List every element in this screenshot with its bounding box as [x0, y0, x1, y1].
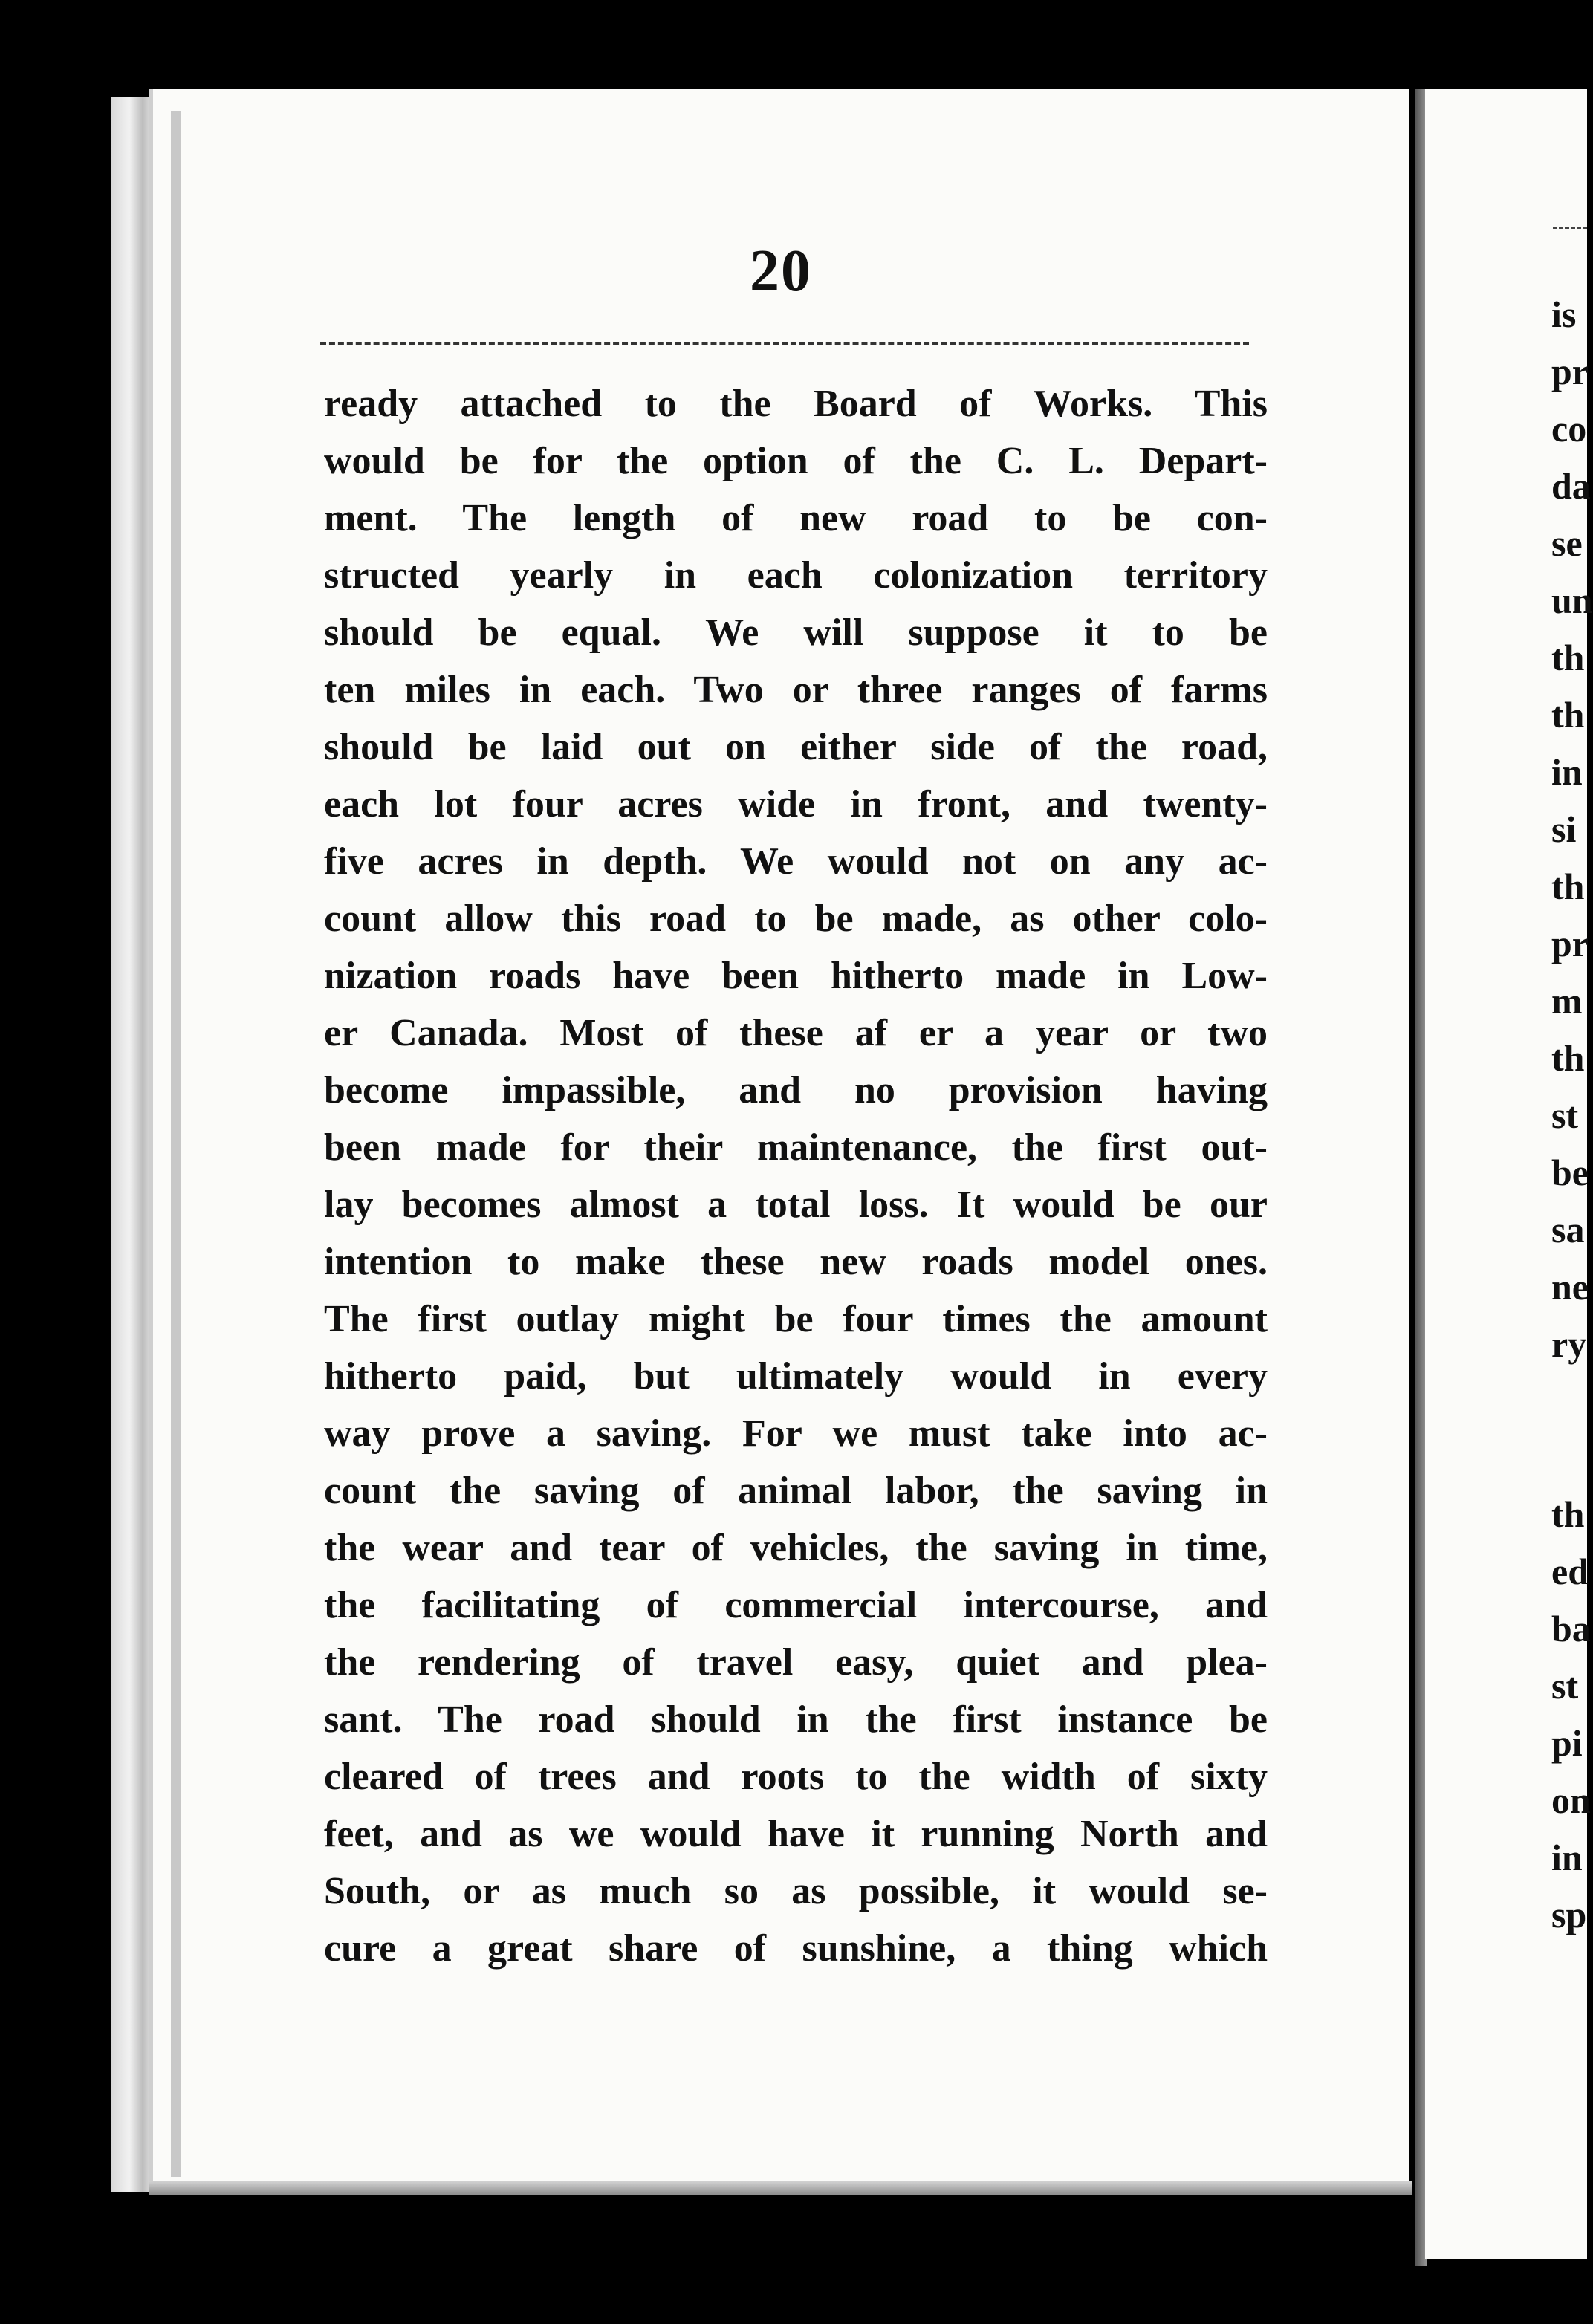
page-body-text [324, 375, 1268, 1977]
text-line: hitherto paid, but ultimately would in every [324, 1355, 1268, 1398]
facing-text-fragment: sa [1551, 1209, 1585, 1250]
text-line: the rendering of travel easy, quiet and plea- [324, 1641, 1268, 1684]
facing-text-fragment: is [1551, 293, 1577, 335]
facing-text-fragment: si [1551, 808, 1577, 850]
text-line: cure a great share of sunshine, a thing which [324, 1927, 1268, 1970]
facing-text-fragment: st [1551, 1094, 1579, 1136]
text-line: ten miles in each. Two or three ranges of farms [324, 669, 1268, 711]
text-line: should be equal. We will suppose it to be [324, 611, 1268, 654]
facing-text-fragment: in [1551, 751, 1583, 793]
facing-text-fragment: un [1551, 580, 1593, 621]
text-line: the wear and tear of vehicles, the saving in time, [324, 1527, 1268, 1569]
paragraph-gap [1551, 1373, 1587, 1486]
text-line: sant. The road should in the first instance be [324, 1698, 1268, 1741]
facing-text-fragment: on [1551, 1779, 1591, 1821]
text-line: the facilitating of commercial intercourse, and [324, 1584, 1268, 1626]
header-rule [320, 342, 1249, 345]
facing-text-fragment: se [1551, 522, 1583, 564]
text-line: cleared of trees and roots to the width of sixty [324, 1756, 1268, 1798]
text-line: intention to make these new roads model ones. [324, 1241, 1268, 1283]
page-number: 20 [750, 238, 812, 304]
facing-text-fragment: ne [1551, 1266, 1589, 1308]
text-line: structed yearly in each colonization territory [324, 554, 1268, 597]
facing-text-fragment: pi [1551, 1722, 1583, 1764]
facing-text-fragment: sp [1551, 1894, 1587, 1935]
facing-page-text [1551, 286, 1593, 1944]
facing-text-fragment: ba [1551, 1608, 1591, 1649]
text-line: been made for their maintenance, the first out- [324, 1126, 1268, 1169]
text-line: ready attached to the Board of Works. This [324, 383, 1268, 425]
text-line: ment. The length of new road to be con- [324, 497, 1268, 539]
text-line: er Canada. Most of these af er a year or two [324, 1012, 1268, 1054]
facing-text-fragment: co [1551, 408, 1587, 449]
text-line: way prove a saving. For we must take into ac- [324, 1412, 1268, 1455]
facing-text-fragment: th [1551, 866, 1585, 907]
text-line: count the saving of animal labor, the saving in [324, 1470, 1268, 1512]
text-line: lay becomes almost a total loss. It would be our [324, 1184, 1268, 1226]
facing-page-rule [1553, 227, 1587, 229]
text-line: nization roads have been hitherto made in Low- [324, 955, 1268, 997]
facing-text-fragment: st [1551, 1665, 1579, 1707]
page-bottom-edge [149, 2181, 1412, 2195]
text-line: should be laid out on either side of the road, [324, 726, 1268, 768]
text-line: feet, and as we would have it running North and [324, 1813, 1268, 1855]
text-line: five acres in depth. We would not on any ac- [324, 840, 1268, 883]
facing-text-fragment: in [1551, 1837, 1583, 1878]
text-line: South, or as much so as possible, it would se- [324, 1870, 1268, 1912]
text-line: would be for the option of the C. L. Depart- [324, 440, 1268, 482]
facing-text-fragment: ry [1551, 1323, 1587, 1365]
facing-text-fragment: ed [1551, 1551, 1589, 1592]
text-line: each lot four acres wide in front, and twenty- [324, 783, 1268, 825]
facing-text-fragment: pr [1551, 923, 1589, 964]
text-line: count allow this road to be made, as other colo- [324, 898, 1268, 940]
facing-text-fragment: pr [1551, 351, 1589, 392]
book-page [149, 89, 1409, 2192]
facing-text-fragment: th [1551, 1037, 1585, 1079]
facing-text-fragment: m [1551, 980, 1583, 1022]
text-line: The first outlay might be four times the amount [324, 1298, 1268, 1340]
facing-text-fragment: th [1551, 637, 1585, 678]
book-gutter-shadow [171, 111, 181, 2177]
facing-text-fragment: da [1551, 465, 1591, 507]
text-line: become impassible, and no provision having [324, 1069, 1268, 1111]
facing-text-fragment: be [1551, 1152, 1589, 1193]
facing-text-fragment: th [1551, 694, 1585, 736]
facing-text-fragment: th [1551, 1493, 1585, 1535]
